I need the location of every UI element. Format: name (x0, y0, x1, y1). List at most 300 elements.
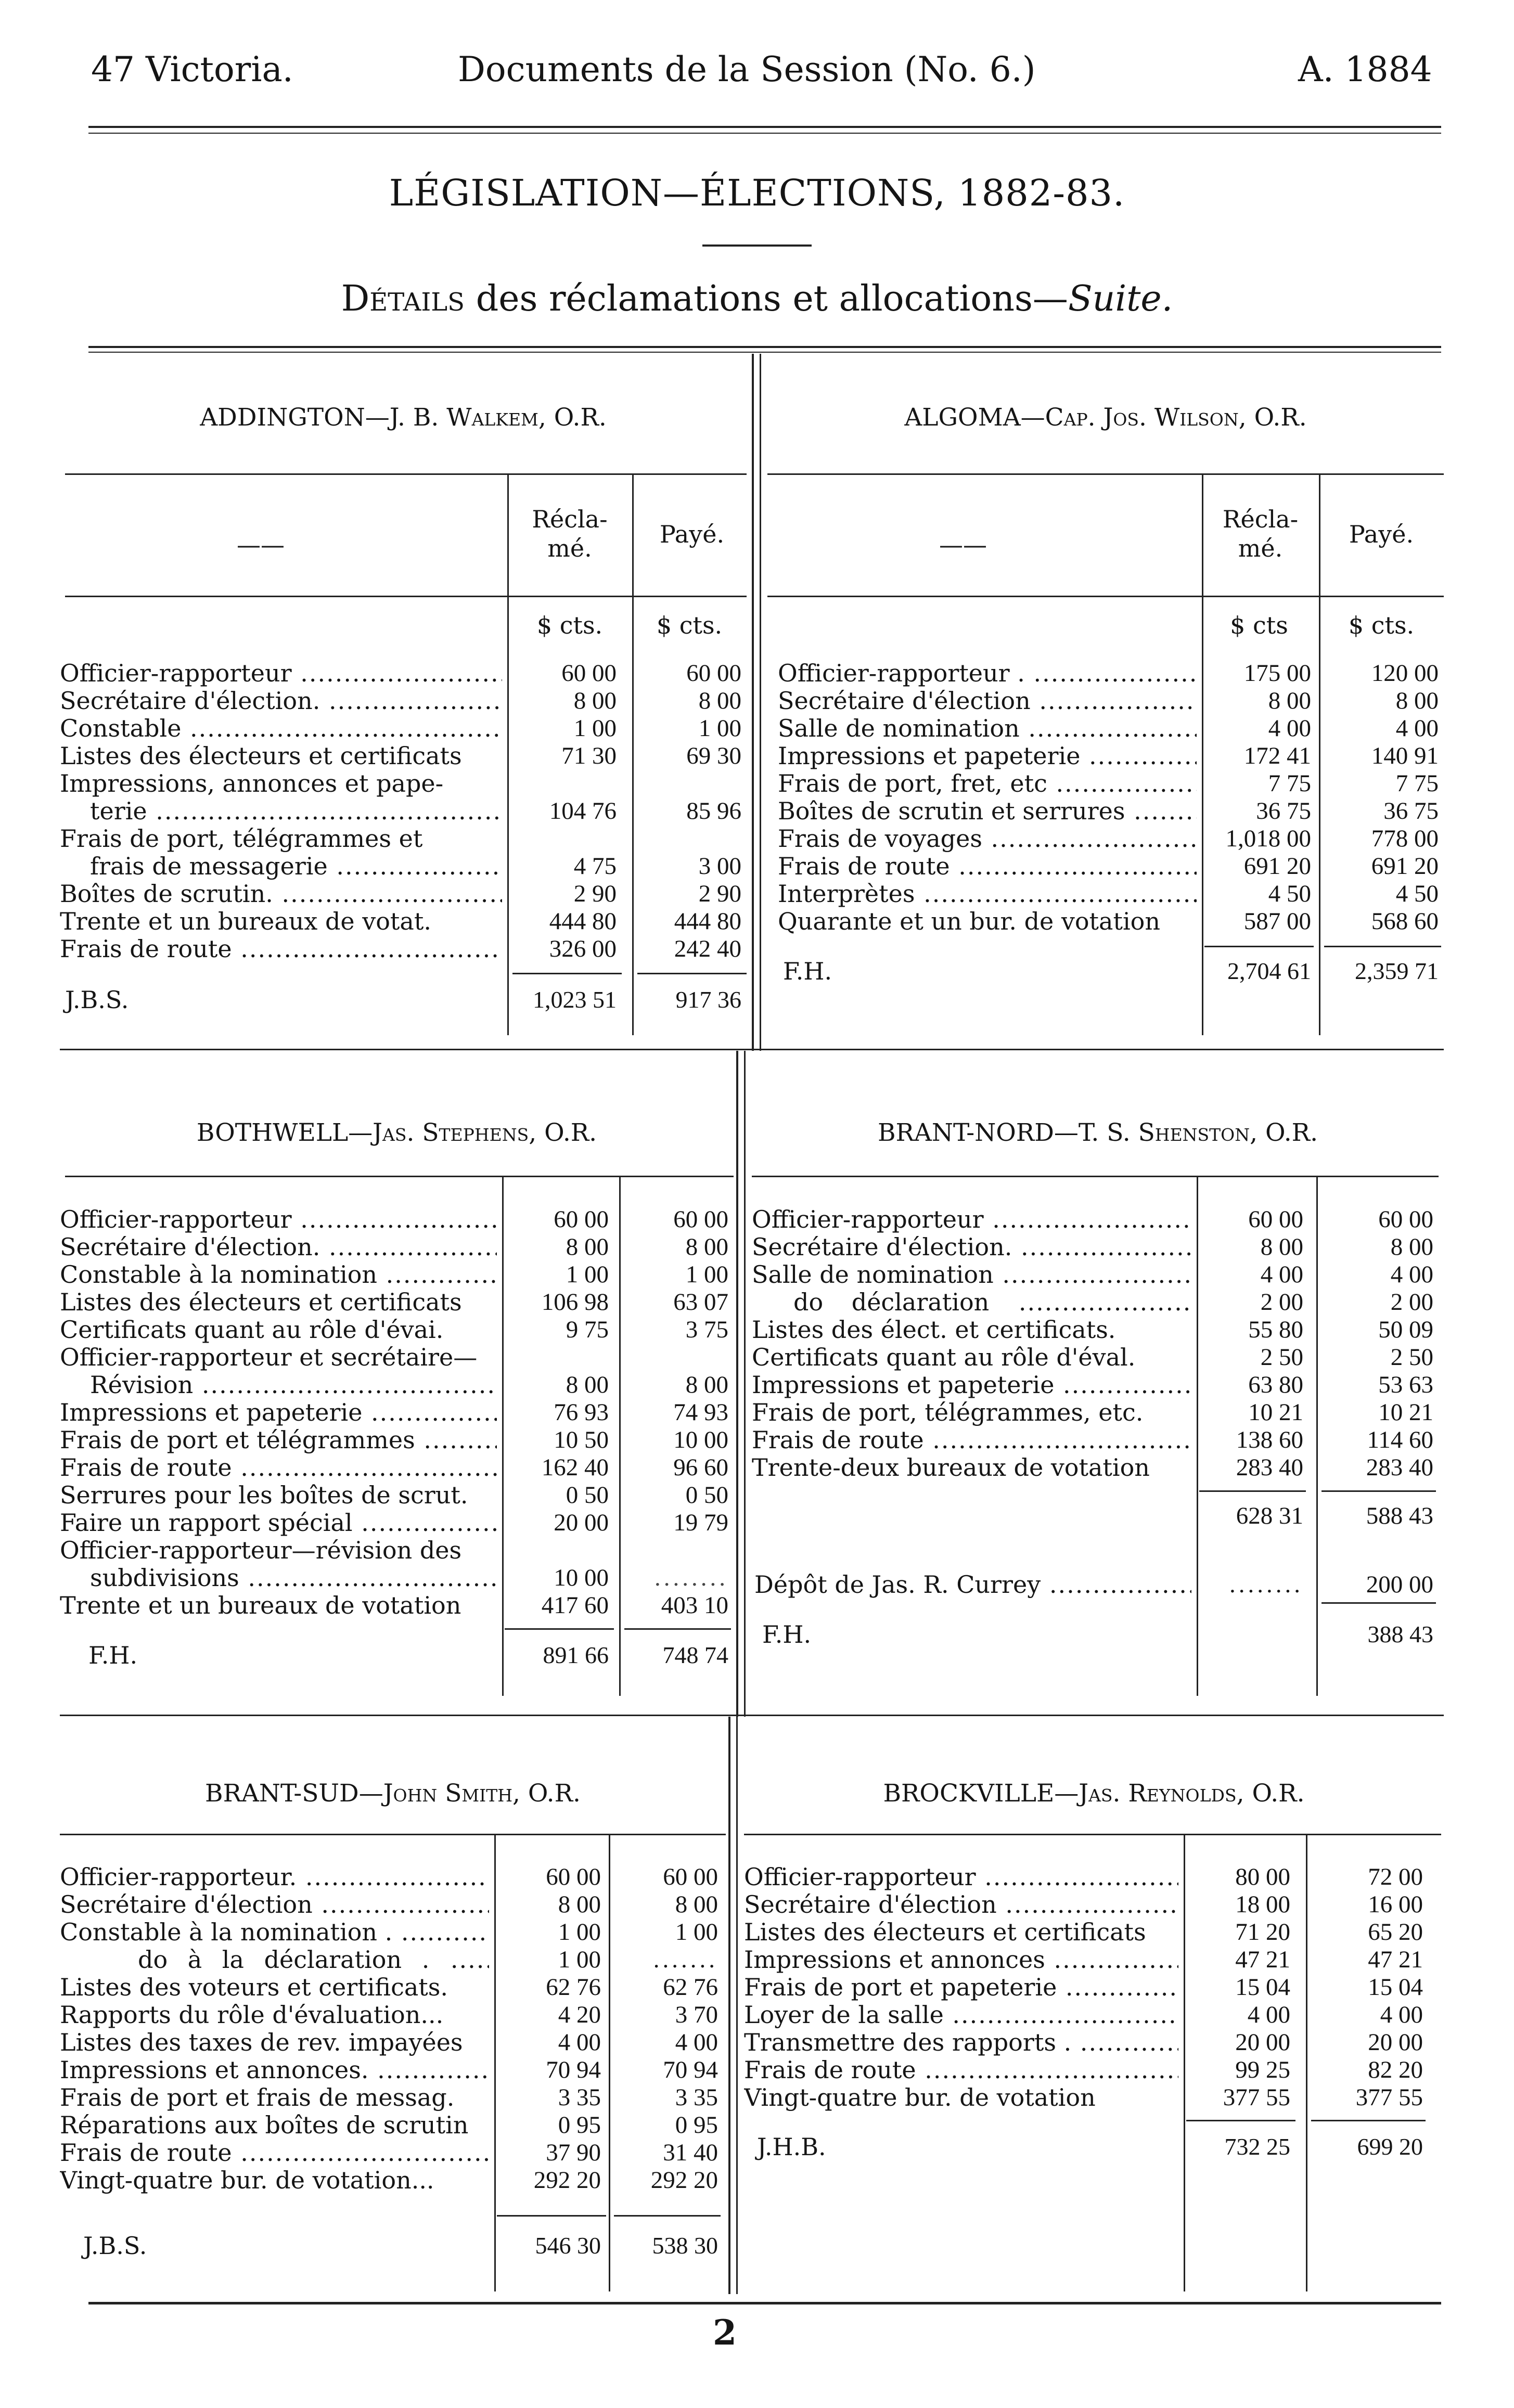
row-claimed: 2 00 (1260, 1289, 1303, 1316)
row-claimed: 8 00 (566, 1371, 609, 1398)
row-label: do déclaration ..... (752, 1289, 1191, 1316)
table-row (60, 1289, 734, 1316)
row-label: Rapports du rôle d'évaluation... (60, 2001, 444, 2029)
row-claimed: 37 90 (546, 2139, 601, 2166)
total-paid: 388 43 (1367, 1621, 1433, 1647)
subtotal-rule (1321, 1490, 1436, 1492)
block-brantsud-brockville (60, 1717, 1444, 2294)
row-label: Constable à la nomination . ..... (60, 1918, 489, 1946)
row-label: Vingt-quatre bur. de votation... (60, 2167, 434, 2194)
row-label: Impressions et annonces. ..... (60, 2056, 489, 2084)
row-claimed: 76 93 (554, 1399, 609, 1426)
row-claimed: 10 50 (554, 1426, 609, 1453)
table-row (60, 825, 747, 853)
row-claimed: 175 00 (1243, 660, 1311, 687)
row-paid: 10 00 (673, 1426, 728, 1453)
column-header-claimed: Récla- mé. (1222, 505, 1299, 562)
section-bothwell (60, 1051, 734, 1717)
row-paid: 444 80 (674, 908, 741, 935)
row-paid: 403 10 (661, 1592, 728, 1619)
row-label: Listes des électeurs et certificats (60, 742, 462, 770)
header-rule (65, 596, 747, 597)
table-row (752, 1344, 1439, 1371)
table-row (60, 1891, 726, 1918)
page-number: 2 (713, 2312, 737, 2353)
row-label: do à la déclaration . ..... (60, 1946, 489, 1974)
row-claimed: 20 00 (1235, 2029, 1290, 2056)
total-rule (614, 2215, 721, 2217)
row-paid: 15 04 (1368, 1974, 1423, 2001)
table-row (767, 853, 1444, 880)
row-label: Secrétaire d'élection ..... (767, 687, 1197, 715)
table-row (60, 715, 747, 742)
row-paid: 2 00 (1390, 1289, 1433, 1316)
table-row (744, 2056, 1441, 2084)
table-row (767, 880, 1444, 908)
row-paid: 65 20 (1368, 1918, 1423, 1946)
row-label: Frais de port, fret, etc ..... (767, 770, 1197, 797)
table-row (60, 687, 747, 715)
row-claimed: 104 76 (549, 797, 617, 825)
row-label: Listes des électeurs et certificats (60, 1289, 462, 1316)
table-row (744, 2029, 1441, 2056)
row-paid-placeholder: ....... (653, 1946, 718, 1973)
table-row (767, 770, 1444, 797)
table-row (767, 825, 1444, 853)
row-claimed: 36 75 (1256, 797, 1311, 825)
row-label: Loyer de la salle ..... (744, 2001, 1178, 2029)
row-label: Certificats quant au rôle d'évai. (60, 1316, 444, 1344)
row-claimed: 444 80 (549, 908, 617, 935)
table-row (744, 1918, 1441, 1946)
row-paid: 31 40 (663, 2139, 718, 2166)
table-row (60, 660, 747, 687)
table-row (752, 1289, 1439, 1316)
table-row (744, 1946, 1441, 1974)
table-row (60, 1592, 734, 1619)
row-label: Réparations aux boîtes de scrutin (60, 2111, 469, 2139)
row-claimed: 377 55 (1223, 2084, 1290, 2111)
row-label: Frais de voyages ..... (767, 825, 1197, 853)
row-paid: 10 21 (1378, 1399, 1433, 1426)
unit-paid: $ cts. (656, 611, 723, 639)
row-label: Impressions et papeterie ..... (752, 1371, 1191, 1399)
subtitle-middle: des réclamations et allocations— (465, 278, 1068, 319)
section-title: ALGOMA—Cap. Jos. Wilson, O.R. (904, 403, 1307, 432)
row-claimed: 292 20 (533, 2167, 601, 2194)
row-claimed-placeholder: ........ (1229, 1571, 1303, 1598)
table-row (60, 1206, 734, 1233)
row-claimed: 1,018 00 (1225, 825, 1311, 852)
row-paid: 377 55 (1355, 2084, 1423, 2111)
row-label: Frais de route ..... (60, 2139, 489, 2167)
row-label: Officier-rapporteur et secrétaire— (60, 1344, 478, 1371)
table-row (60, 1537, 734, 1564)
row-paid: 1 00 (685, 1261, 728, 1288)
row-paid: 4 00 (1380, 2001, 1423, 2028)
footer-initials: F.H. (762, 1620, 812, 1649)
table-row (60, 1974, 726, 2001)
section-brant-sud (60, 1717, 726, 2294)
row-paid: 778 00 (1371, 825, 1439, 852)
table-row (60, 1426, 734, 1454)
row-claimed: 138 60 (1236, 1426, 1303, 1453)
table-row (60, 2139, 726, 2167)
row-label: Frais de route ..... (744, 2056, 1178, 2084)
row-claimed: 2 50 (1260, 1344, 1303, 1371)
row-label: Officier-rapporteur ..... (744, 1863, 1178, 1891)
section-rule (744, 1834, 1441, 1835)
total-rule (624, 1628, 731, 1630)
row-claimed: 4 00 (1268, 715, 1311, 742)
column-divider (728, 1717, 730, 2294)
table-row (60, 1316, 734, 1344)
row-label: Salle de nomination ..... (767, 715, 1197, 742)
row-label: subdivisions ..... (60, 1564, 497, 1592)
row-paid: 70 94 (663, 2056, 718, 2083)
total-claimed: 732 25 (1224, 2133, 1290, 2160)
row-label: Impressions, annonces et pape- (60, 770, 444, 797)
table-row (744, 1891, 1441, 1918)
table-row (752, 1233, 1439, 1261)
row-paid: 74 93 (673, 1399, 728, 1426)
total-rule (497, 2215, 606, 2217)
row-label: Officier-rapporteur—révision des (60, 1537, 462, 1564)
running-header-left: 47 Victoria. (91, 49, 293, 89)
table-row (60, 1509, 734, 1537)
block-bothwell-brantnord (60, 1051, 1444, 1717)
row-label: Secrétaire d'élection. ..... (752, 1233, 1191, 1261)
table-row (767, 687, 1444, 715)
unit-claimed: $ cts. (536, 611, 603, 639)
row-paid: 568 60 (1371, 908, 1439, 935)
row-claimed: 4 00 (558, 2029, 601, 2056)
subtotal-row (752, 1502, 1439, 1530)
row-paid: 50 09 (1378, 1316, 1433, 1343)
total-claimed: 2,704 61 (1227, 958, 1311, 984)
row-claimed: 20 00 (554, 1509, 609, 1536)
row-label: Secrétaire d'élection ..... (60, 1891, 489, 1918)
column-divider-thin (736, 1717, 738, 2294)
row-label: Transmettre des rapports . ..... (744, 2029, 1178, 2056)
section-rule (65, 1176, 734, 1177)
footer-initials: F.H. (88, 1641, 138, 1669)
row-label: Listes des électeurs et certificats (744, 1918, 1146, 1946)
row-paid: 2 90 (698, 880, 741, 907)
row-claimed: 162 40 (541, 1454, 609, 1481)
row-paid: 8 00 (1395, 687, 1439, 714)
row-label: Interprètes ..... (767, 880, 1197, 908)
total-paid: 538 30 (652, 2232, 718, 2259)
row-claimed: 8 00 (1268, 687, 1311, 714)
row-paid: 8 00 (1390, 1233, 1433, 1260)
subtitle-rule (88, 346, 1441, 348)
table-row (752, 1261, 1439, 1289)
row-claimed: 1 00 (566, 1261, 609, 1288)
total-rule (1204, 946, 1314, 947)
row-label: Dépôt de Jas. R. Currey ..... (752, 1571, 1191, 1599)
table-row (60, 1454, 734, 1482)
table-row (60, 1233, 734, 1261)
row-paid: 69 30 (686, 742, 741, 769)
row-claimed: 8 00 (566, 1233, 609, 1260)
total-paid: 748 74 (662, 1642, 728, 1668)
row-label: Constable à la nomination ..... (60, 1261, 497, 1289)
row-paid: 85 96 (686, 797, 741, 825)
table-row (60, 1918, 726, 1946)
table-row (60, 2029, 726, 2056)
section-title: BRANT-NORD—T. S. Shenston, O.R. (877, 1118, 1318, 1147)
row-paid: 114 60 (1367, 1426, 1433, 1453)
column-divider (752, 354, 754, 1051)
row-label: Impressions et papeterie ..... (767, 742, 1197, 770)
row-label: Frais de port, télégrammes, etc. (752, 1399, 1144, 1426)
row-claimed: 9 75 (566, 1316, 609, 1343)
row-paid: 4 00 (1390, 1261, 1433, 1288)
table-row (744, 1863, 1441, 1891)
table-row (744, 2001, 1441, 2029)
row-label: Faire un rapport spécial ..... (60, 1509, 497, 1537)
row-claimed: 417 60 (541, 1592, 609, 1619)
block-rule (60, 1715, 1444, 1716)
row-paid: 3 00 (698, 853, 741, 880)
row-claimed: 15 04 (1235, 1974, 1290, 2001)
subtitle-small-caps: Détails (341, 278, 465, 319)
table-row (60, 1399, 734, 1426)
row-paid: 72 00 (1368, 1863, 1423, 1890)
row-claimed: 18 00 (1235, 1891, 1290, 1918)
row-label: Frais de port, télégrammes et (60, 825, 423, 853)
table-row (752, 1206, 1439, 1233)
table-row (60, 908, 747, 935)
section-rule (65, 473, 747, 475)
row-claimed: 10 21 (1248, 1399, 1303, 1426)
row-label: Frais de route ..... (752, 1426, 1191, 1454)
section-rule (60, 1834, 726, 1835)
row-label: Listes des voteurs et certificats. (60, 1974, 448, 2001)
table-row (60, 1564, 734, 1592)
table-row (60, 2167, 726, 2194)
table-row (60, 853, 747, 880)
row-claimed: 71 20 (1235, 1918, 1290, 1946)
row-label: Frais de route ..... (60, 935, 502, 963)
row-label: Vingt-quatre bur. de votation (744, 2084, 1096, 2111)
row-label: frais de messagerie ..... (60, 853, 502, 880)
row-label: Officier-rapporteur ..... (60, 660, 502, 687)
row-label: Frais de port et télégrammes ..... (60, 1426, 497, 1454)
row-claimed: 80 00 (1235, 1863, 1290, 1890)
row-paid: 4 50 (1395, 880, 1439, 907)
header-dash: —— (939, 531, 987, 559)
row-paid: 2 50 (1390, 1344, 1433, 1371)
row-claimed: 587 00 (1243, 908, 1311, 935)
row-paid: 8 00 (698, 687, 741, 714)
row-label: Frais de port et papeterie ..... (744, 1974, 1178, 2001)
row-paid: 120 00 (1371, 660, 1439, 687)
deposit-row (752, 1571, 1439, 1599)
row-claimed: 62 76 (546, 1974, 601, 2001)
row-paid: 292 20 (650, 2167, 718, 2194)
row-claimed: 106 98 (541, 1289, 609, 1316)
row-claimed: 60 00 (554, 1206, 609, 1233)
row-paid: 8 00 (685, 1233, 728, 1260)
row-claimed: 55 80 (1248, 1316, 1303, 1343)
subtotal-rule (1199, 1490, 1306, 1492)
footer-initials: J.B.S. (65, 986, 129, 1014)
column-divider-thin (744, 1051, 746, 1717)
section-addington (60, 354, 747, 1051)
row-claimed: 4 75 (573, 853, 617, 880)
row-claimed: 0 95 (558, 2111, 601, 2139)
section-brant-nord (752, 1051, 1444, 1717)
row-paid: 19 79 (673, 1509, 728, 1536)
row-paid: 53 63 (1378, 1371, 1433, 1398)
section-title: ADDINGTON—J. B. Walkem, O.R. (200, 403, 607, 432)
row-label: Frais de route ..... (60, 1454, 497, 1482)
row-label: Secrétaire d'élection. ..... (60, 1233, 497, 1261)
row-label: Officier-rapporteur ..... (60, 1206, 497, 1233)
subtotal-claimed: 628 31 (1236, 1502, 1303, 1529)
row-label: Certificats quant au rôle d'éval. (752, 1344, 1136, 1371)
row-claimed: 172 41 (1243, 742, 1311, 769)
header-rule (767, 596, 1444, 597)
table-row (752, 1454, 1439, 1482)
page-title: LÉGISLATION—ÉLECTIONS, 1882-83. (389, 172, 1125, 214)
header-dash: —— (237, 531, 285, 559)
row-paid: 60 00 (673, 1206, 728, 1233)
row-paid: 60 00 (686, 660, 741, 687)
section-brockville (744, 1717, 1444, 2294)
row-label: Révision ..... (60, 1371, 497, 1399)
row-label: terie ..... (60, 797, 502, 825)
table-row (60, 797, 747, 825)
page-subtitle (0, 278, 1514, 319)
row-paid-placeholder: ........ (655, 1564, 728, 1591)
row-paid: 47 21 (1368, 1946, 1423, 1973)
row-claimed: 71 30 (561, 742, 617, 769)
row-claimed: 10 00 (554, 1564, 609, 1591)
column-divider-thin (760, 354, 761, 1051)
total-claimed: 891 66 (543, 1642, 609, 1668)
row-claimed: 4 00 (1260, 1261, 1303, 1288)
row-paid: 1 00 (675, 1918, 718, 1946)
row-label: Impressions et annonces ..... (744, 1946, 1178, 1974)
row-label: Listes des taxes de rev. impayées (60, 2029, 463, 2056)
row-claimed: 4 00 (1247, 2001, 1290, 2028)
row-label: Trente et un bureaux de votat. (60, 908, 431, 935)
subtitle-italic: Suite. (1068, 278, 1173, 319)
row-label: Quarante et un bur. de votation (778, 908, 1160, 935)
row-claimed: 1 00 (558, 1946, 601, 1973)
section-rule (767, 473, 1444, 475)
section-rule (752, 1176, 1439, 1177)
table-row (60, 1261, 734, 1289)
row-paid: 0 95 (675, 2111, 718, 2139)
table-row (767, 742, 1444, 770)
total-rule (1186, 2120, 1295, 2121)
footer-initials: J.B.S. (83, 2232, 147, 2260)
total-rule (1324, 946, 1441, 947)
table-row (752, 1426, 1439, 1454)
running-header-right: A. 1884 (1298, 49, 1432, 89)
table-row (60, 1371, 734, 1399)
header-rule (88, 126, 1441, 128)
row-paid: 82 20 (1368, 2056, 1423, 2083)
row-paid: 60 00 (1378, 1206, 1433, 1233)
row-paid: 3 70 (675, 2001, 718, 2028)
row-label: Officier-rapporteur ..... (752, 1206, 1191, 1233)
row-claimed: 70 94 (546, 2056, 601, 2083)
footer-initials: F.H. (783, 957, 832, 985)
column-divider (736, 1051, 738, 1717)
total-rule (637, 973, 747, 974)
table-row (60, 742, 747, 770)
table-row (60, 2056, 726, 2084)
row-claimed: 2 90 (573, 880, 617, 907)
row-label: Serrures pour les boîtes de scrut. (60, 1482, 468, 1509)
row-claimed: 4 20 (558, 2001, 601, 2028)
table-row (60, 935, 747, 963)
row-claimed: 60 00 (561, 660, 617, 687)
row-paid: 63 07 (673, 1289, 728, 1316)
footer-initials: J.H.B. (757, 2133, 826, 2161)
row-claimed: 326 00 (549, 935, 617, 962)
row-label: Listes des élect. et certificats. (752, 1316, 1116, 1344)
row-label: Officier-rapporteur. ..... (60, 1863, 489, 1891)
table-row (744, 1974, 1441, 2001)
row-paid: 3 35 (675, 2084, 718, 2111)
table-row (752, 1316, 1439, 1344)
table-row (744, 2084, 1441, 2111)
row-label: Salle de nomination ..... (752, 1261, 1191, 1289)
row-paid: 4 00 (1395, 715, 1439, 742)
table-row (60, 770, 747, 797)
total-rule (505, 1628, 614, 1630)
section-algoma (767, 354, 1444, 1051)
row-claimed: 8 00 (573, 687, 617, 714)
row-claimed: 99 25 (1235, 2056, 1290, 2083)
row-claimed: 4 50 (1268, 880, 1311, 907)
row-claimed: 1 00 (558, 1918, 601, 1946)
bottom-rule (88, 2302, 1441, 2304)
total-rule (1311, 2120, 1426, 2121)
row-paid: 8 00 (685, 1371, 728, 1398)
table-row (767, 908, 1444, 935)
row-label: Secrétaire d'élection ..... (744, 1891, 1178, 1918)
table-row (60, 1344, 734, 1371)
row-claimed: 0 50 (566, 1482, 609, 1509)
row-paid: 36 75 (1383, 797, 1439, 825)
row-paid: 96 60 (673, 1454, 728, 1481)
table-row (60, 1482, 734, 1509)
unit-paid: $ cts. (1348, 611, 1415, 639)
table-row (60, 2084, 726, 2111)
row-label: Boîtes de scrutin et serrures ..... (767, 797, 1197, 825)
total-paid: 917 36 (675, 986, 741, 1013)
table-row (60, 1863, 726, 1891)
subtitle-rule-thin (88, 352, 1441, 353)
row-label: Frais de port et frais de messag. (60, 2084, 455, 2111)
row-claimed: 1 00 (573, 715, 617, 742)
row-label: Impressions et papeterie ..... (60, 1399, 497, 1426)
section-title: BOTHWELL—Jas. Stephens, O.R. (196, 1118, 597, 1147)
table-row (60, 880, 747, 908)
row-label: Constable ..... (60, 715, 502, 742)
row-paid: 3 75 (685, 1316, 728, 1343)
row-paid: 283 40 (1366, 1454, 1433, 1481)
table-row (60, 2111, 726, 2139)
total-rule (512, 973, 622, 974)
